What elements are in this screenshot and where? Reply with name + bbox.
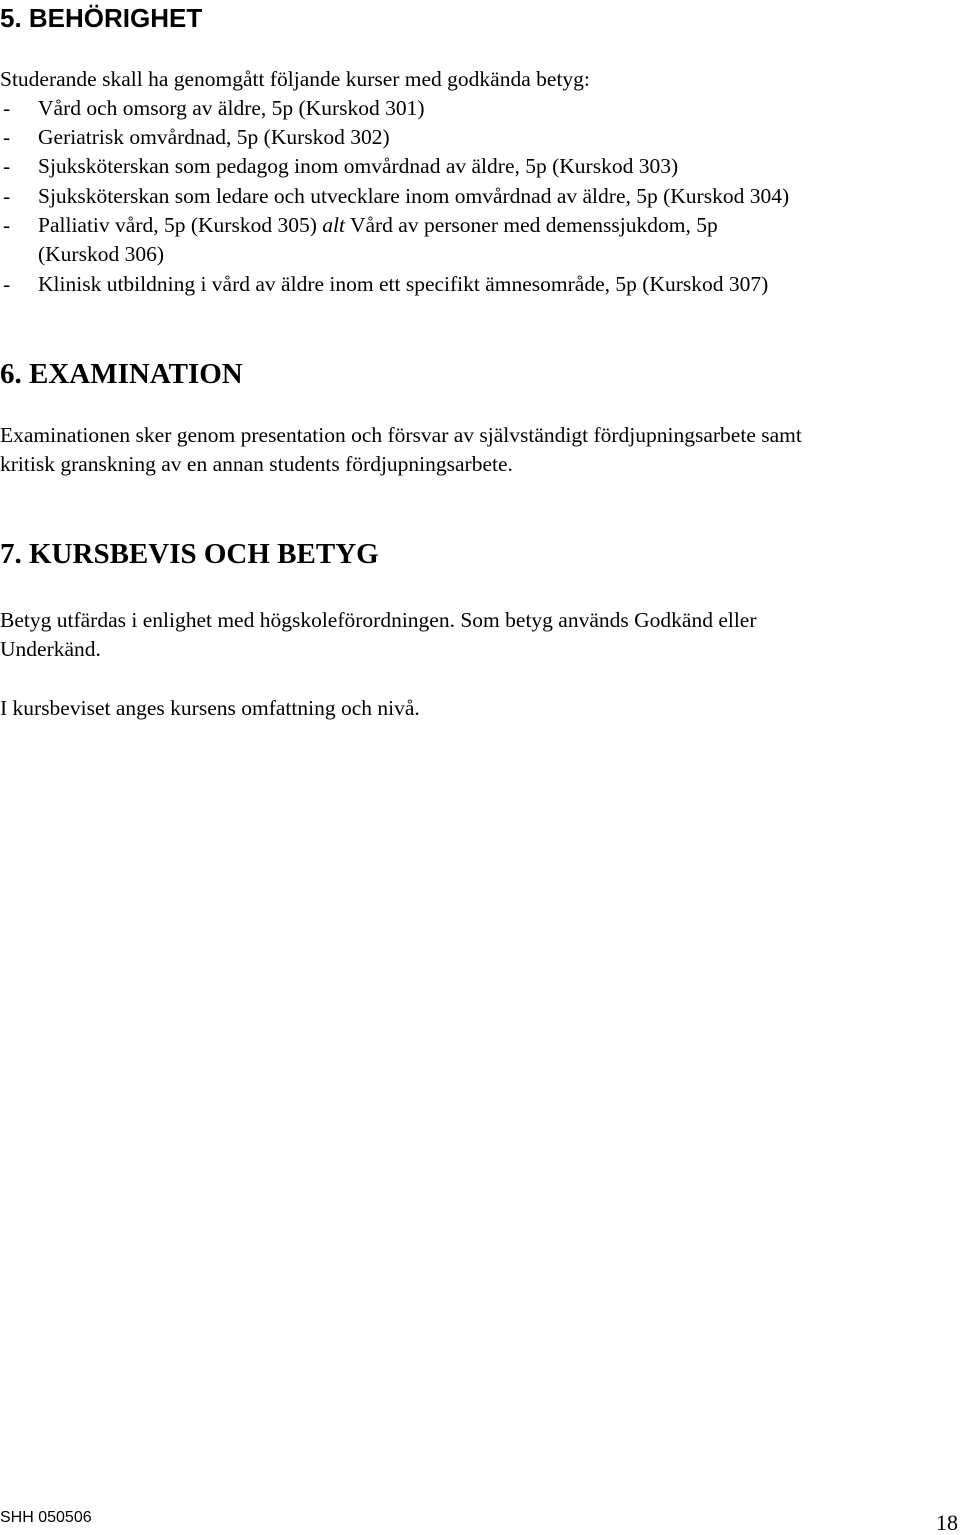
list-dash: - (3, 272, 11, 296)
section-heading-behorighet: 5. BEHÖRIGHET (0, 3, 203, 33)
course-text: Vård och omsorg av äldre, 5p (Kurskod 301) (38, 96, 425, 120)
section-heading-kursbevis: 7. KURSBEVIS OCH BETYG (0, 538, 379, 570)
course-text: Klinisk utbildning i vård av äldre inom ett specifikt ämnesområde, 5p (Kurskod 307) (38, 272, 769, 296)
list-dash: - (3, 154, 11, 178)
kursbevis-text-line: I kursbeviset anges kursens omfattning och nivå. (0, 696, 420, 720)
kursbevis-text-line: Underkänd. (0, 637, 101, 661)
footer-document-id: SHH 050506 (0, 1509, 92, 1526)
behorighet-intro: Studerande skall ha genomgått följande kurser med godkända betyg: (0, 67, 590, 91)
page-number: 18 (936, 1510, 958, 1535)
list-dash: - (3, 125, 11, 149)
course-text-part: Vård av personer med demenssjukdom, 5p (344, 213, 718, 237)
kursbevis-text-line: Betyg utfärdas i enlighet med högskoleförordningen. Som betyg används Godkänd eller (0, 608, 757, 632)
course-text: Sjuksköterskan som pedagog inom omvårdnad av äldre, 5p (Kurskod 303) (38, 154, 679, 178)
course-text-continuation: (Kurskod 306) (38, 242, 164, 267)
course-text: Geriatrisk omvårdnad, 5p (Kurskod 302) (38, 125, 390, 149)
examination-text-line: kritisk granskning av en annan students fördjupningsarbete. (0, 452, 513, 476)
course-text-alt: alt (322, 213, 345, 237)
examination-text-line: Examinationen sker genom presentation och försvar av självständigt fördjupningsarbete samt (0, 423, 802, 447)
list-dash: - (3, 213, 11, 237)
list-dash: - (3, 96, 11, 120)
course-text-part: Palliativ vård, 5p (Kurskod 305) (38, 213, 323, 237)
course-text: Sjuksköterskan som ledare och utvecklare inom omvårdnad av äldre, 5p (Kurskod 304) (38, 184, 790, 208)
list-dash: - (3, 184, 11, 208)
section-heading-examination: 6. EXAMINATION (0, 358, 243, 390)
course-text (38, 211, 718, 270)
